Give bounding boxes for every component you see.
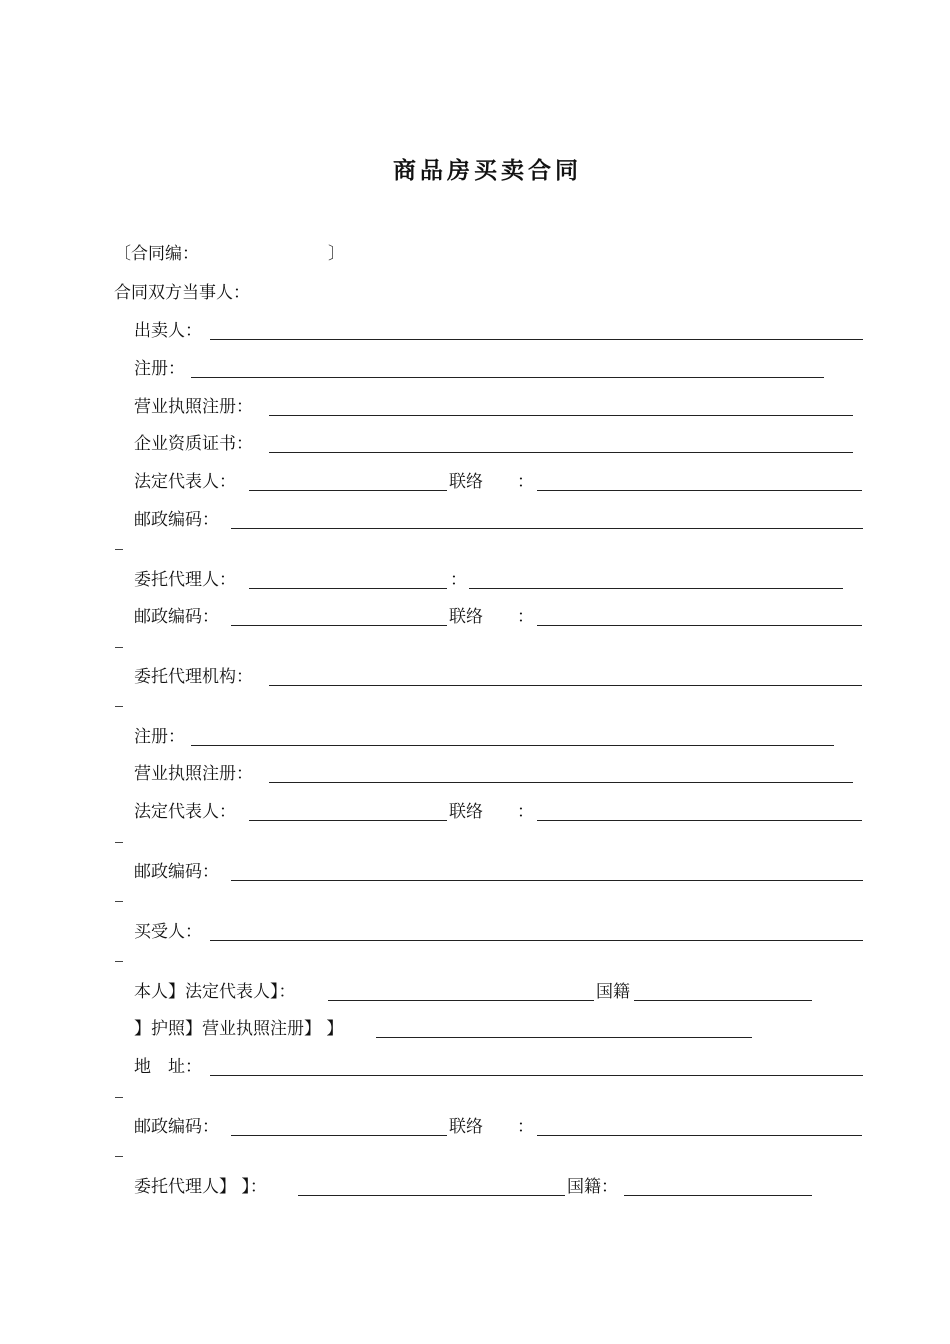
continuation-dash	[115, 1156, 123, 1157]
buyer-passport-label: 】护照】营业执照注册】 】	[134, 1019, 344, 1039]
buyer-person-label: 本人】法定代表人】：	[134, 982, 296, 1002]
agent-label: 委托代理人：	[134, 570, 236, 590]
agent-contact-blank[interactable]	[537, 625, 862, 626]
buyer-nationality-label: 国籍	[596, 982, 630, 1002]
buyer-address-label: 地 址：	[134, 1057, 202, 1077]
agency-contact-colon: ：	[517, 802, 534, 822]
continuation-dash	[115, 901, 123, 902]
buyer-nationality-blank[interactable]	[634, 1000, 812, 1001]
seller-legal-rep-label: 法定代表人：	[134, 472, 236, 492]
agency-postcode-label: 邮政编码：	[134, 862, 219, 882]
seller-license-label: 营业执照注册：	[134, 397, 253, 417]
seller-contact-colon: ：	[517, 472, 534, 492]
seller-postcode-label: 邮政编码：	[134, 510, 219, 530]
buyer-label: 买受人：	[134, 922, 202, 942]
agent-contact-colon: ：	[517, 607, 534, 627]
continuation-dash	[115, 961, 123, 962]
agency-postcode-blank[interactable]	[231, 880, 863, 881]
continuation-dash	[115, 842, 123, 843]
document-title: 商品房买卖合同	[393, 157, 582, 184]
buyer-passport-blank[interactable]	[376, 1037, 752, 1038]
continuation-dash	[115, 706, 123, 707]
seller-registered-label: 注册：	[134, 359, 185, 379]
buyer-postcode-label: 邮政编码：	[134, 1117, 219, 1137]
seller-label: 出卖人：	[134, 321, 202, 341]
buyer-blank[interactable]	[210, 940, 863, 941]
agency-contact-blank[interactable]	[537, 820, 862, 821]
seller-qualification-label: 企业资质证书：	[134, 434, 253, 454]
agent-contact-label: 联络	[449, 607, 483, 627]
agency-license-label: 营业执照注册：	[134, 764, 253, 784]
agent-blank[interactable]	[249, 588, 447, 589]
parties-heading: 合同双方当事人：	[114, 283, 250, 303]
seller-registered-blank[interactable]	[191, 377, 824, 378]
agency-label: 委托代理机构：	[134, 667, 253, 687]
buyer-agent-label: 委托代理人】 】：	[134, 1177, 267, 1197]
agency-license-blank[interactable]	[269, 782, 853, 783]
buyer-contact-colon: ：	[517, 1117, 534, 1137]
contract-number-label: 〔合同编：	[114, 244, 199, 264]
contract-number-close: 〕	[328, 244, 345, 264]
buyer-agent-nationality-label: 国籍：	[567, 1177, 618, 1197]
agent-extra-blank[interactable]	[469, 588, 843, 589]
seller-legal-rep-blank[interactable]	[249, 490, 447, 491]
buyer-person-blank[interactable]	[328, 1000, 594, 1001]
seller-contact-blank[interactable]	[537, 490, 862, 491]
buyer-agent-nationality-blank[interactable]	[624, 1195, 812, 1196]
agency-legal-rep-blank[interactable]	[249, 820, 447, 821]
continuation-dash	[115, 1097, 123, 1098]
agent-postcode-label: 邮政编码：	[134, 607, 219, 627]
agency-registered-label: 注册：	[134, 727, 185, 747]
seller-contact-label: 联络	[449, 472, 483, 492]
agency-contact-label: 联络	[449, 802, 483, 822]
seller-blank[interactable]	[210, 339, 863, 340]
buyer-contact-blank[interactable]	[537, 1135, 862, 1136]
seller-postcode-blank[interactable]	[231, 528, 863, 529]
agency-legal-rep-label: 法定代表人：	[134, 802, 236, 822]
agent-colon: ：	[450, 570, 467, 590]
buyer-postcode-blank[interactable]	[231, 1135, 447, 1136]
seller-qualification-blank[interactable]	[269, 452, 853, 453]
continuation-dash	[115, 549, 123, 550]
buyer-agent-blank[interactable]	[298, 1195, 565, 1196]
buyer-address-blank[interactable]	[210, 1075, 863, 1076]
agency-blank[interactable]	[269, 685, 862, 686]
buyer-contact-label: 联络	[449, 1117, 483, 1137]
agency-registered-blank[interactable]	[191, 745, 834, 746]
seller-license-blank[interactable]	[269, 415, 853, 416]
continuation-dash	[115, 647, 123, 648]
agent-postcode-blank[interactable]	[231, 625, 447, 626]
